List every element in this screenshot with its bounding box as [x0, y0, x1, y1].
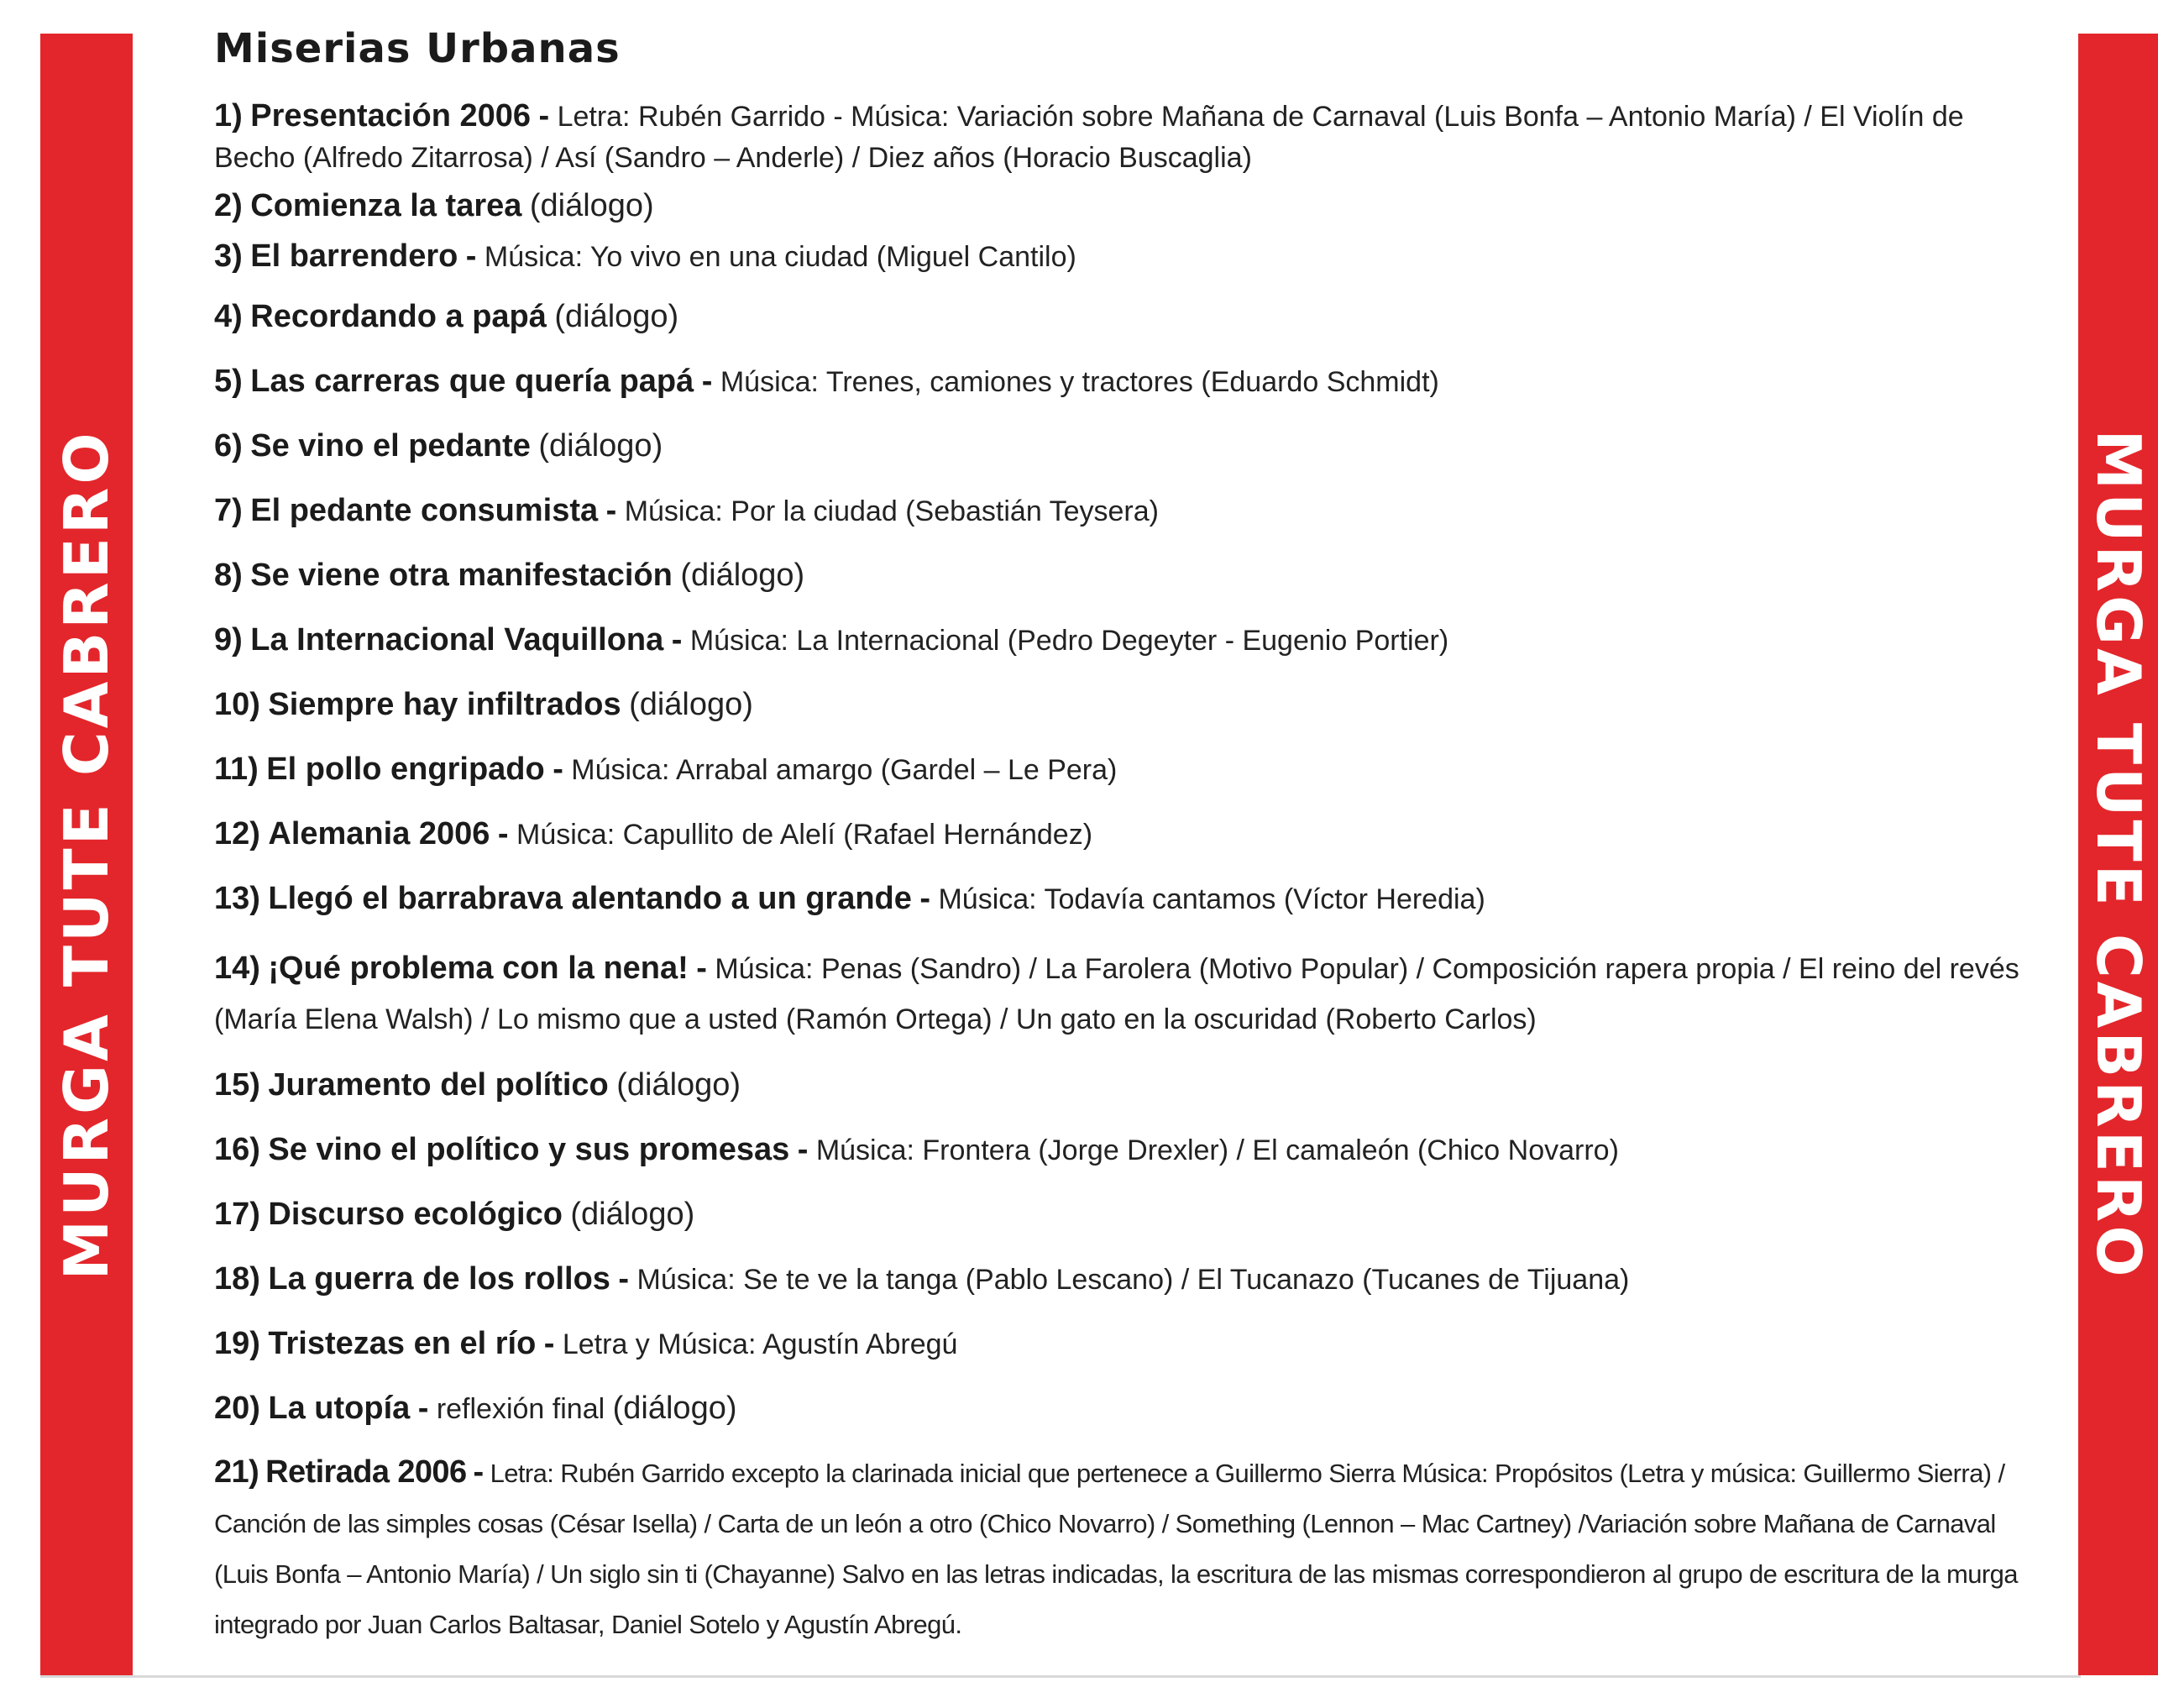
spine-logo-right: MURGA TUTE CABRERO — [2082, 428, 2154, 1281]
track-separator: - — [797, 1132, 809, 1167]
track-title: El pedante consumista — [250, 493, 599, 528]
track-19 — [214, 1323, 2019, 1365]
track-title: Comienza la tarea — [250, 188, 522, 223]
track-11 — [214, 749, 2019, 791]
track-number: 16) — [214, 1132, 260, 1167]
track-number: 4) — [214, 299, 243, 334]
track-4 — [214, 296, 2019, 338]
track-type: (diálogo) — [616, 1067, 741, 1103]
track-type: (diálogo) — [612, 1391, 737, 1426]
track-title: El barrendero — [250, 238, 458, 274]
track-separator: - — [538, 98, 550, 134]
track-number: 5) — [214, 364, 243, 399]
track-number: 18) — [214, 1261, 260, 1297]
track-credits: Música: La Internacional (Pedro Degeyter - Eugenio Portier) — [689, 625, 1449, 657]
track-type: (diálogo) — [538, 428, 663, 464]
track-separator: - — [543, 1326, 555, 1361]
track-title: Juramento del político — [268, 1067, 609, 1103]
track-number: 19) — [214, 1326, 260, 1361]
track-separator: - — [497, 816, 509, 851]
track-title: Se vino el pedante — [250, 428, 531, 464]
track-number: 10) — [214, 687, 260, 722]
track-2 — [214, 186, 2019, 228]
track-credits: reflexión final — [436, 1393, 605, 1425]
track-title: La Internacional Vaquillona — [250, 622, 664, 658]
track-number: 7) — [214, 493, 243, 528]
track-3 — [214, 236, 2019, 278]
track-title: La guerra de los rollos — [268, 1261, 610, 1297]
track-title: ¡Qué problema con la nena! — [268, 951, 689, 986]
bottom-edge — [40, 1675, 2081, 1678]
track-separator: - — [553, 752, 563, 787]
track-number: 21) — [214, 1454, 259, 1490]
track-number: 8) — [214, 558, 243, 593]
track-number: 2) — [214, 188, 243, 223]
track-credits: Letra y Música: Agustín Abregú — [562, 1328, 958, 1360]
track-separator: - — [465, 238, 477, 274]
track-18 — [214, 1259, 2019, 1301]
track-20 — [214, 1388, 2019, 1430]
track-title: El pollo engripado — [266, 752, 545, 787]
track-6 — [214, 426, 2019, 468]
track-17 — [214, 1194, 2019, 1236]
track-16 — [214, 1129, 2019, 1171]
track-credits: Letra: Rubén Garrido excepto la clarinada inicial que pertenece a Guillermo Sierra Música: Propósitos (Letra y música: Guillermo Sierra) / Canción de las simples cosas (César Isella) / Carta de un león a otro (Chico Novarro) / Something (Lennon – Mac Cartney) /Variación sobre Mañana de Carnaval (Luis Bonfa – Antonio María) / Un siglo sin ti (Chayanne) Salvo en las letras indicadas, la escritura de las mismas correspondieron al grupo de escritura de la murga integrado por Juan Carlos Baltasar, Daniel Sotelo y Agustín Abregú. — [214, 1459, 2018, 1639]
track-type: (diálogo) — [554, 299, 679, 334]
track-title: Se viene otra manifestación — [250, 558, 673, 593]
track-title: Llegó el barrabrava alentando a un grande — [268, 881, 912, 916]
track-title: Recordando a papá — [250, 299, 547, 334]
track-separator: - — [417, 1391, 429, 1426]
track-credits: Música: Arrabal amargo (Gardel – Le Pera) — [571, 754, 1118, 786]
track-21 — [214, 1447, 2019, 1650]
track-separator: - — [473, 1454, 484, 1490]
track-12 — [214, 814, 2019, 856]
track-separator: - — [919, 881, 931, 916]
track-credits: Música: Todavía cantamos (Víctor Heredia) — [938, 883, 1485, 915]
track-number: 13) — [214, 881, 260, 916]
track-number: 11) — [214, 752, 259, 787]
track-5 — [214, 361, 2019, 403]
track-number: 20) — [214, 1391, 260, 1426]
track-number: 17) — [214, 1197, 260, 1232]
track-credits: Música: Por la ciudad (Sebastián Teysera) — [624, 495, 1159, 527]
track-title: Retirada 2006 — [265, 1454, 467, 1490]
track-14 — [214, 943, 2019, 1045]
track-number: 3) — [214, 238, 243, 274]
track-9 — [214, 620, 2019, 662]
track-15 — [214, 1065, 2019, 1107]
track-credits: Música: Yo vivo en una ciudad (Miguel Cantilo) — [484, 241, 1076, 273]
tracklist-panel — [214, 25, 2019, 1650]
left-spine — [40, 34, 133, 1675]
track-separator: - — [701, 364, 713, 399]
track-separator: - — [671, 622, 683, 658]
track-number: 14) — [214, 951, 260, 986]
track-10 — [214, 684, 2019, 726]
track-title: Las carreras que quería papá — [250, 364, 694, 399]
track-type: (diálogo) — [570, 1197, 695, 1232]
track-13 — [214, 878, 2019, 920]
spine-logo-left: MURGA TUTE CABRERO — [51, 428, 122, 1281]
track-separator: - — [696, 951, 707, 986]
track-credits: Letra: Rubén Garrido - Música: Variación sobre Mañana de Carnaval (Luis Bonfa – Antonio María) / El Violín de Becho (Alfredo Zitarrosa) / Así (Sandro – Anderle) / Diez años (Horacio Buscaglia) — [214, 101, 1964, 174]
album-title: Miserias Urbanas — [214, 25, 621, 72]
track-number: 12) — [214, 816, 260, 851]
track-credits: Música: Capullito de Alelí (Rafael Hernández) — [516, 819, 1093, 851]
track-title: Discurso ecológico — [268, 1197, 563, 1232]
track-type: (diálogo) — [680, 558, 805, 593]
track-7 — [214, 490, 2019, 532]
track-credits: Música: Trenes, camiones y tractores (Eduardo Schmidt) — [720, 366, 1439, 398]
track-8 — [214, 555, 2019, 597]
track-number: 9) — [214, 622, 243, 658]
track-title: Siempre hay infiltrados — [268, 687, 621, 722]
track-1 — [214, 96, 2019, 179]
track-number: 6) — [214, 428, 243, 464]
track-title: Alemania 2006 — [268, 816, 490, 851]
track-separator: - — [605, 493, 617, 528]
track-type: (diálogo) — [629, 687, 753, 722]
track-credits: Música: Se te ve la tanga (Pablo Lescano) / El Tucanazo (Tucanes de Tijuana) — [636, 1264, 1630, 1296]
track-title: Se vino el político y sus promesas — [268, 1132, 790, 1167]
track-number: 1) — [214, 98, 243, 134]
track-title: La utopía — [268, 1391, 411, 1426]
track-type: (diálogo) — [529, 188, 654, 223]
right-spine — [2078, 34, 2158, 1675]
track-separator: - — [618, 1261, 630, 1297]
track-title: Presentación 2006 — [250, 98, 531, 134]
track-number: 15) — [214, 1067, 260, 1103]
track-credits: Música: Frontera (Jorge Drexler) / El camaleón (Chico Novarro) — [815, 1134, 1619, 1166]
track-credits: Música: Penas (Sandro) / La Farolera (Motivo Popular) / Composición rapera propia / El reino del revés (María Elena Walsh) / Lo mismo que a usted (Ramón Ortega) / Un gato en la oscuridad (Roberto Carlos) — [214, 953, 2019, 1035]
track-title: Tristezas en el río — [268, 1326, 537, 1361]
